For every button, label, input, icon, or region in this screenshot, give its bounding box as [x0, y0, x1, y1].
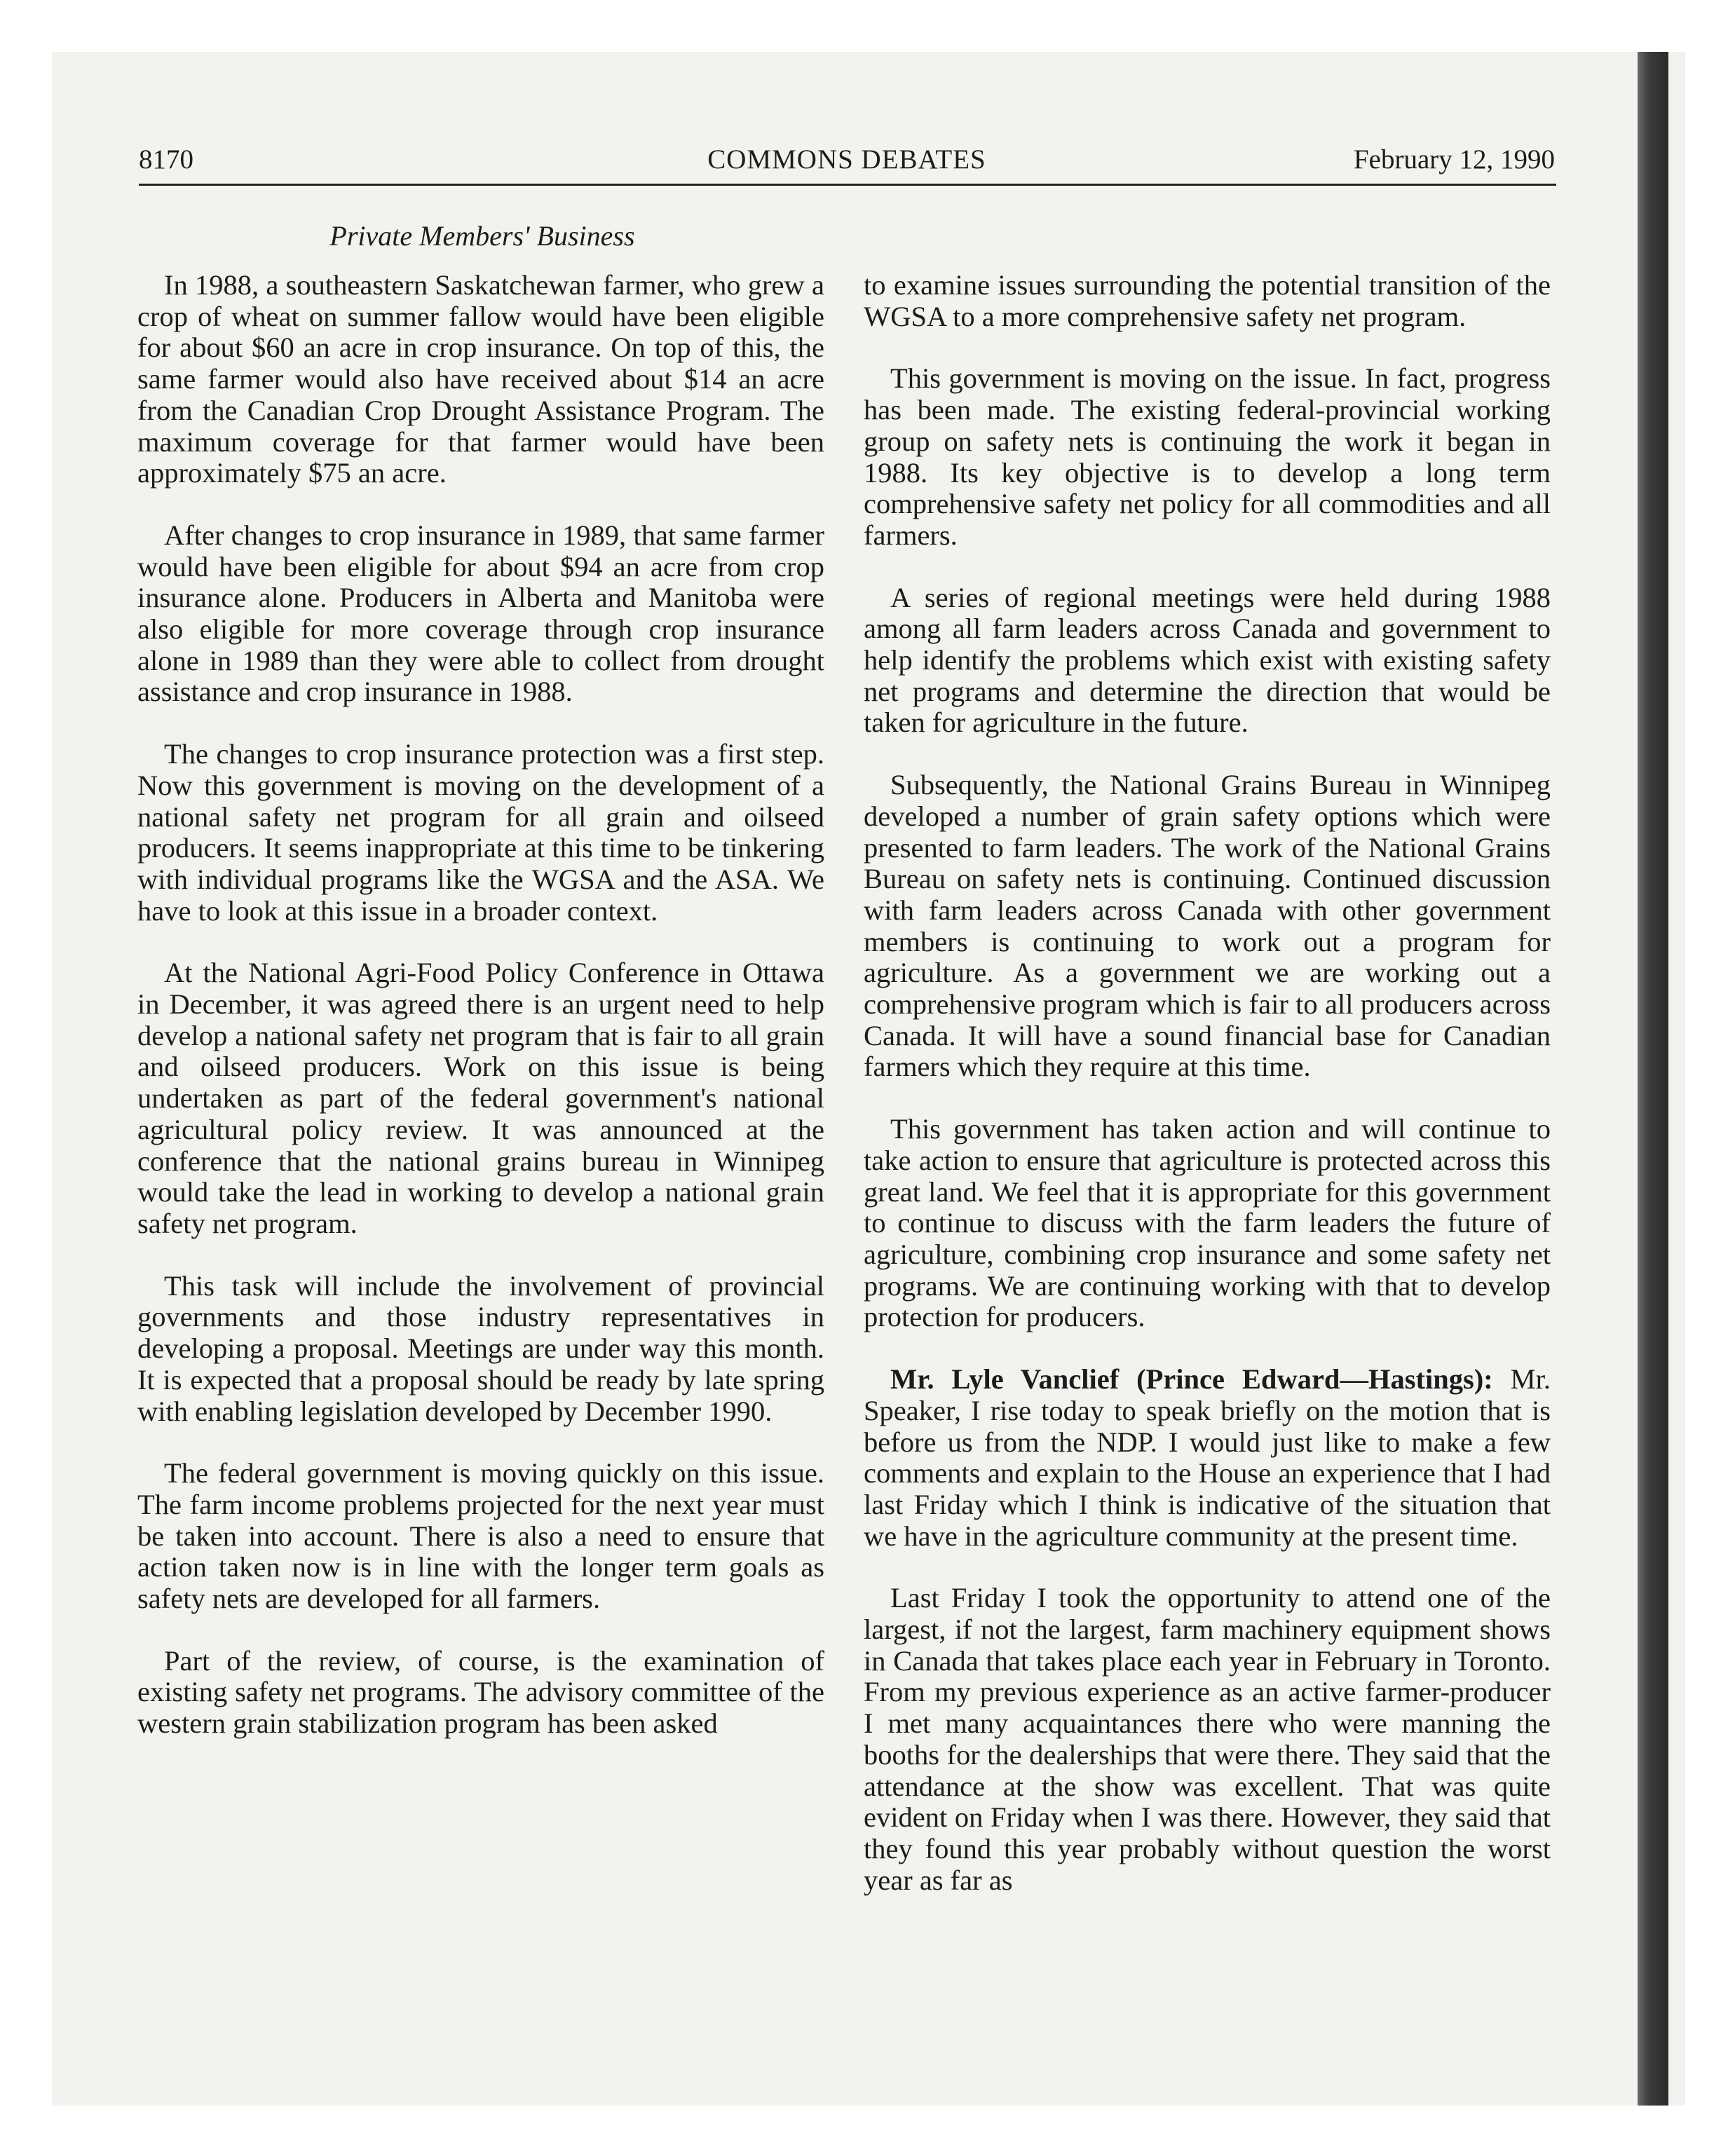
header-date: February 12, 1990 — [1353, 144, 1555, 175]
section-title: Private Members' Business — [329, 220, 635, 252]
page-number: 8170 — [139, 144, 193, 175]
paragraph: Part of the review, of course, is the examination of existing safety net programs. The advisory committee of the western grain stabilization program has been asked — [137, 1644, 824, 1740]
paragraph: This government is moving on the issue. In fact, progress has been made. The existing federal-provincial working group on safety nets is continuing the work it began in 1988. Its key objective is to develop a long term comprehensive safety net policy for all commodities and all farmers. — [864, 362, 1551, 551]
paragraph: After changes to crop insurance in 1989, that same farmer would have been eligible for about $94 an acre from crop insurance alone. Producers in Alberta and Manitoba were also eligible for more coverage through crop insurance alone in 1989 than they were able to collect from drought assistance and crop insurance in 1988. — [137, 519, 824, 708]
page-header — [139, 144, 1555, 180]
paragraph: The federal government is moving quickly on this issue. The farm income problems projected for the next year must be taken into account. There is also a need to ensure that action taken now is in line with the longer term goals as safety nets are developed for all farmers. — [137, 1457, 824, 1615]
left-column — [137, 270, 824, 1770]
paragraph: A series of regional meetings were held during 1988 among all farm leaders across Canada and government to help identify the problems which exist with existing safety net programs and determine the direction that would be taken for agriculture in the future. — [864, 581, 1551, 739]
paragraph: This task will include the involvement of provincial governments and those industry representatives in developing a proposal. Meetings are under way this month. It is expected that a proposal should be ready by late spring with enabling legislation developed by December 1990. — [137, 1269, 824, 1427]
publication-title: COMMONS DEBATES — [707, 144, 986, 175]
scan-edge-shadow — [1638, 52, 1668, 2106]
paragraph: Subsequently, the National Grains Bureau in Winnipeg developed a number of grain safety options which were presented to farm leaders. The work of the National Grains Bureau on safety nets is continuing. Continued discussion with farm leaders across Canada with other government members is continuing to work out a program for agriculture. As a government we are working out a comprehensive program which is fair to all producers across Canada. It will have a sound financial base for Canadian farmers which they require at this time. — [864, 769, 1551, 1083]
paragraph: This government has taken action and will continue to take action to ensure that agriculture is protected across this great land. We feel that it is appropriate for this government to continue to discuss with the farm leaders the future of agriculture, combining crop insurance and some safety net programs. We are continuing working with that to develop protection for producers. — [864, 1113, 1551, 1333]
paragraph: The changes to crop insurance protection was a first step. Now this government is moving on the development of a national safety net program for all grain and oilseed producers. It seems inappropriate at this time to be tinkering with individual programs like the WGSA and the ASA. We have to look at this issue in a broader context. — [137, 738, 824, 927]
header-rule — [139, 184, 1556, 186]
continued-paragraph: to examine issues surrounding the potential transition of the WGSA to a more comprehensive safety net program. — [864, 269, 1551, 332]
speech-paragraph — [864, 1364, 1551, 1552]
speaker-name: Mr. Lyle Vanclief (Prince Edward—Hastings): — [890, 1363, 1493, 1396]
paragraph: In 1988, a southeastern Saskatchewan farmer, who grew a crop of wheat on summer fallow would have been eligible for about $60 an acre in crop insurance. On top of this, the same farmer would also have received about $14 an acre from the Canadian Crop Drought Assistance Program. The maximum coverage for that farmer would have been approximately $75 an acre. — [137, 269, 824, 489]
speech-text: Mr. Speaker, I rise today to speak briefly on the motion that is before us from the NDP. I would just like to make a few comments and explain to the House an experience that I had last Friday which I think is indicative of the situation that we have in the agriculture community at the present time. — [864, 1363, 1551, 1552]
right-column — [864, 270, 1551, 1927]
paragraph: Last Friday I took the opportunity to attend one of the largest, if not the largest, farm machinery equipment shows in Canada that takes place each year in February in Toronto. From my previous experience as an active farmer-producer I met many acquaintances there who were manning the booths for the dealerships that were there. They said that the attendance at the show was excellent. That was quite evident on Friday when I was there. However, they said that they found this year probably without question the worst year as far as — [864, 1582, 1551, 1896]
paragraph: At the National Agri-Food Policy Conference in Ottawa in December, it was agreed there is an urgent need to help develop a national safety net program that is fair to all grain and oilseed producers. Work on this issue is being undertaken as part of the federal government's national agricultural policy review. It was announced at the conference that the national grains bureau in Winnipeg would take the lead in working to develop a national grain safety net program. — [137, 957, 824, 1239]
